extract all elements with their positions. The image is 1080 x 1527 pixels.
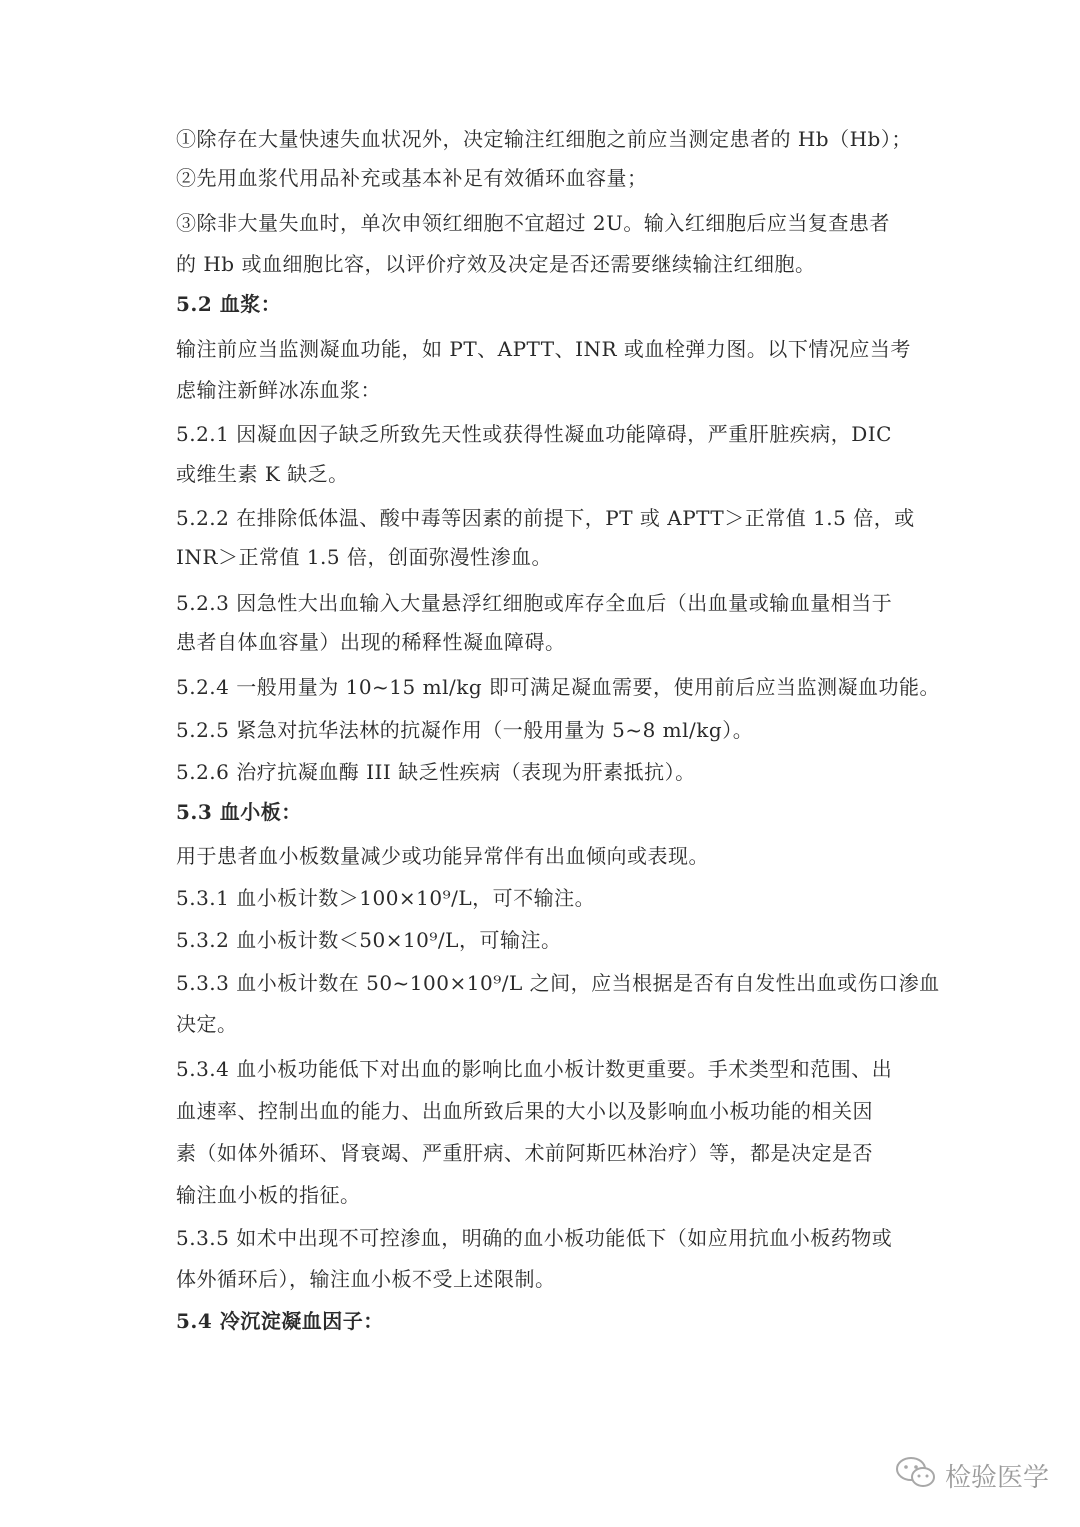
text-line: 5.3.2 血小板计数＜50×10⁹/L，可输注。 [176, 928, 562, 952]
text-line: 输注前应当监测凝血功能，如 PT、APTT、INR 或血栓弹力图。以下情况应当考 [176, 337, 911, 361]
text-line: 5.2.6 治疗抗凝血酶 III 缺乏性疾病（表现为肝素抵抗）。 [176, 760, 696, 784]
text-line: 5.2.1 因凝血因子缺乏所致先天性或获得性凝血功能障碍，严重肝脏疾病，DIC [176, 422, 892, 446]
text-line: 体外循环后），输注血小板不受上述限制。 [176, 1267, 556, 1291]
watermark-text: 检验医学 [945, 1463, 1050, 1493]
text-line: 或维生素 K 缺乏。 [176, 462, 349, 486]
text-line: 5.3.3 血小板计数在 50~100×10⁹/L 之间，应当根据是否有自发性出血或伤口渗血 [176, 971, 940, 995]
text-line: 5.3.4 血小板功能低下对出血的影响比血小板计数更重要。手术类型和范围、出 [176, 1057, 893, 1081]
text-line: 用于患者血小板数量减少或功能异常伴有出血倾向或表现。 [176, 844, 709, 868]
text-line: INR＞正常值 1.5 倍，创面弥漫性渗血。 [176, 545, 552, 569]
text-line: 血速率、控制出血的能力、出血所致后果的大小以及影响血小板功能的相关因 [176, 1099, 873, 1123]
watermark [895, 1455, 1049, 1496]
text-line: 患者自体血容量）出现的稀释性凝血障碍。 [176, 630, 566, 654]
text-line: 5.2.5 紧急对抗华法林的抗凝作用（一般用量为 5~8 ml/kg）。 [176, 718, 754, 742]
text-line: ③除非大量失血时，单次申领红细胞不宜超过 2U。输入红细胞后应当复查患者 [176, 211, 890, 235]
wechat-icon [895, 1455, 937, 1496]
section-heading: 5.3 血小板： [176, 800, 302, 824]
text-line: 5.2.2 在排除低体温、酸中毒等因素的前提下，PT 或 APTT＞正常值 1.5 倍，或 [176, 506, 915, 530]
text-line: 虑输注新鲜冰冻血浆： [176, 378, 381, 402]
text-line: ②先用血浆代用品补充或基本补足有效循环血容量； [176, 166, 648, 190]
text-line: 决定。 [176, 1012, 238, 1036]
text-line: 5.3.1 血小板计数＞100×10⁹/L，可不输注。 [176, 886, 596, 910]
text-line: 的 Hb 或血细胞比容，以评价疗效及决定是否还需要继续输注红细胞。 [176, 252, 816, 276]
text-line: 输注血小板的指征。 [176, 1183, 361, 1207]
text-line: ①除存在大量快速失血状况外，决定输注红细胞之前应当测定患者的 Hb（Hb）； [176, 127, 912, 151]
text-line: 5.2.3 因急性大出血输入大量悬浮红细胞或库存全血后（出血量或输血量相当于 [176, 591, 893, 615]
text-line: 素（如体外循环、肾衰竭、严重肝病、术前阿斯匹林治疗）等，都是决定是否 [176, 1141, 873, 1165]
section-heading: 5.2 血浆： [176, 292, 282, 316]
text-line: 5.3.5 如术中出现不可控渗血，明确的血小板功能低下（如应用抗血小板药物或 [176, 1226, 893, 1250]
section-heading: 5.4 冷沉淀凝血因子： [176, 1309, 384, 1333]
text-line: 5.2.4 一般用量为 10~15 ml/kg 即可满足凝血需要，使用前后应当监测凝血功能。 [176, 675, 940, 699]
